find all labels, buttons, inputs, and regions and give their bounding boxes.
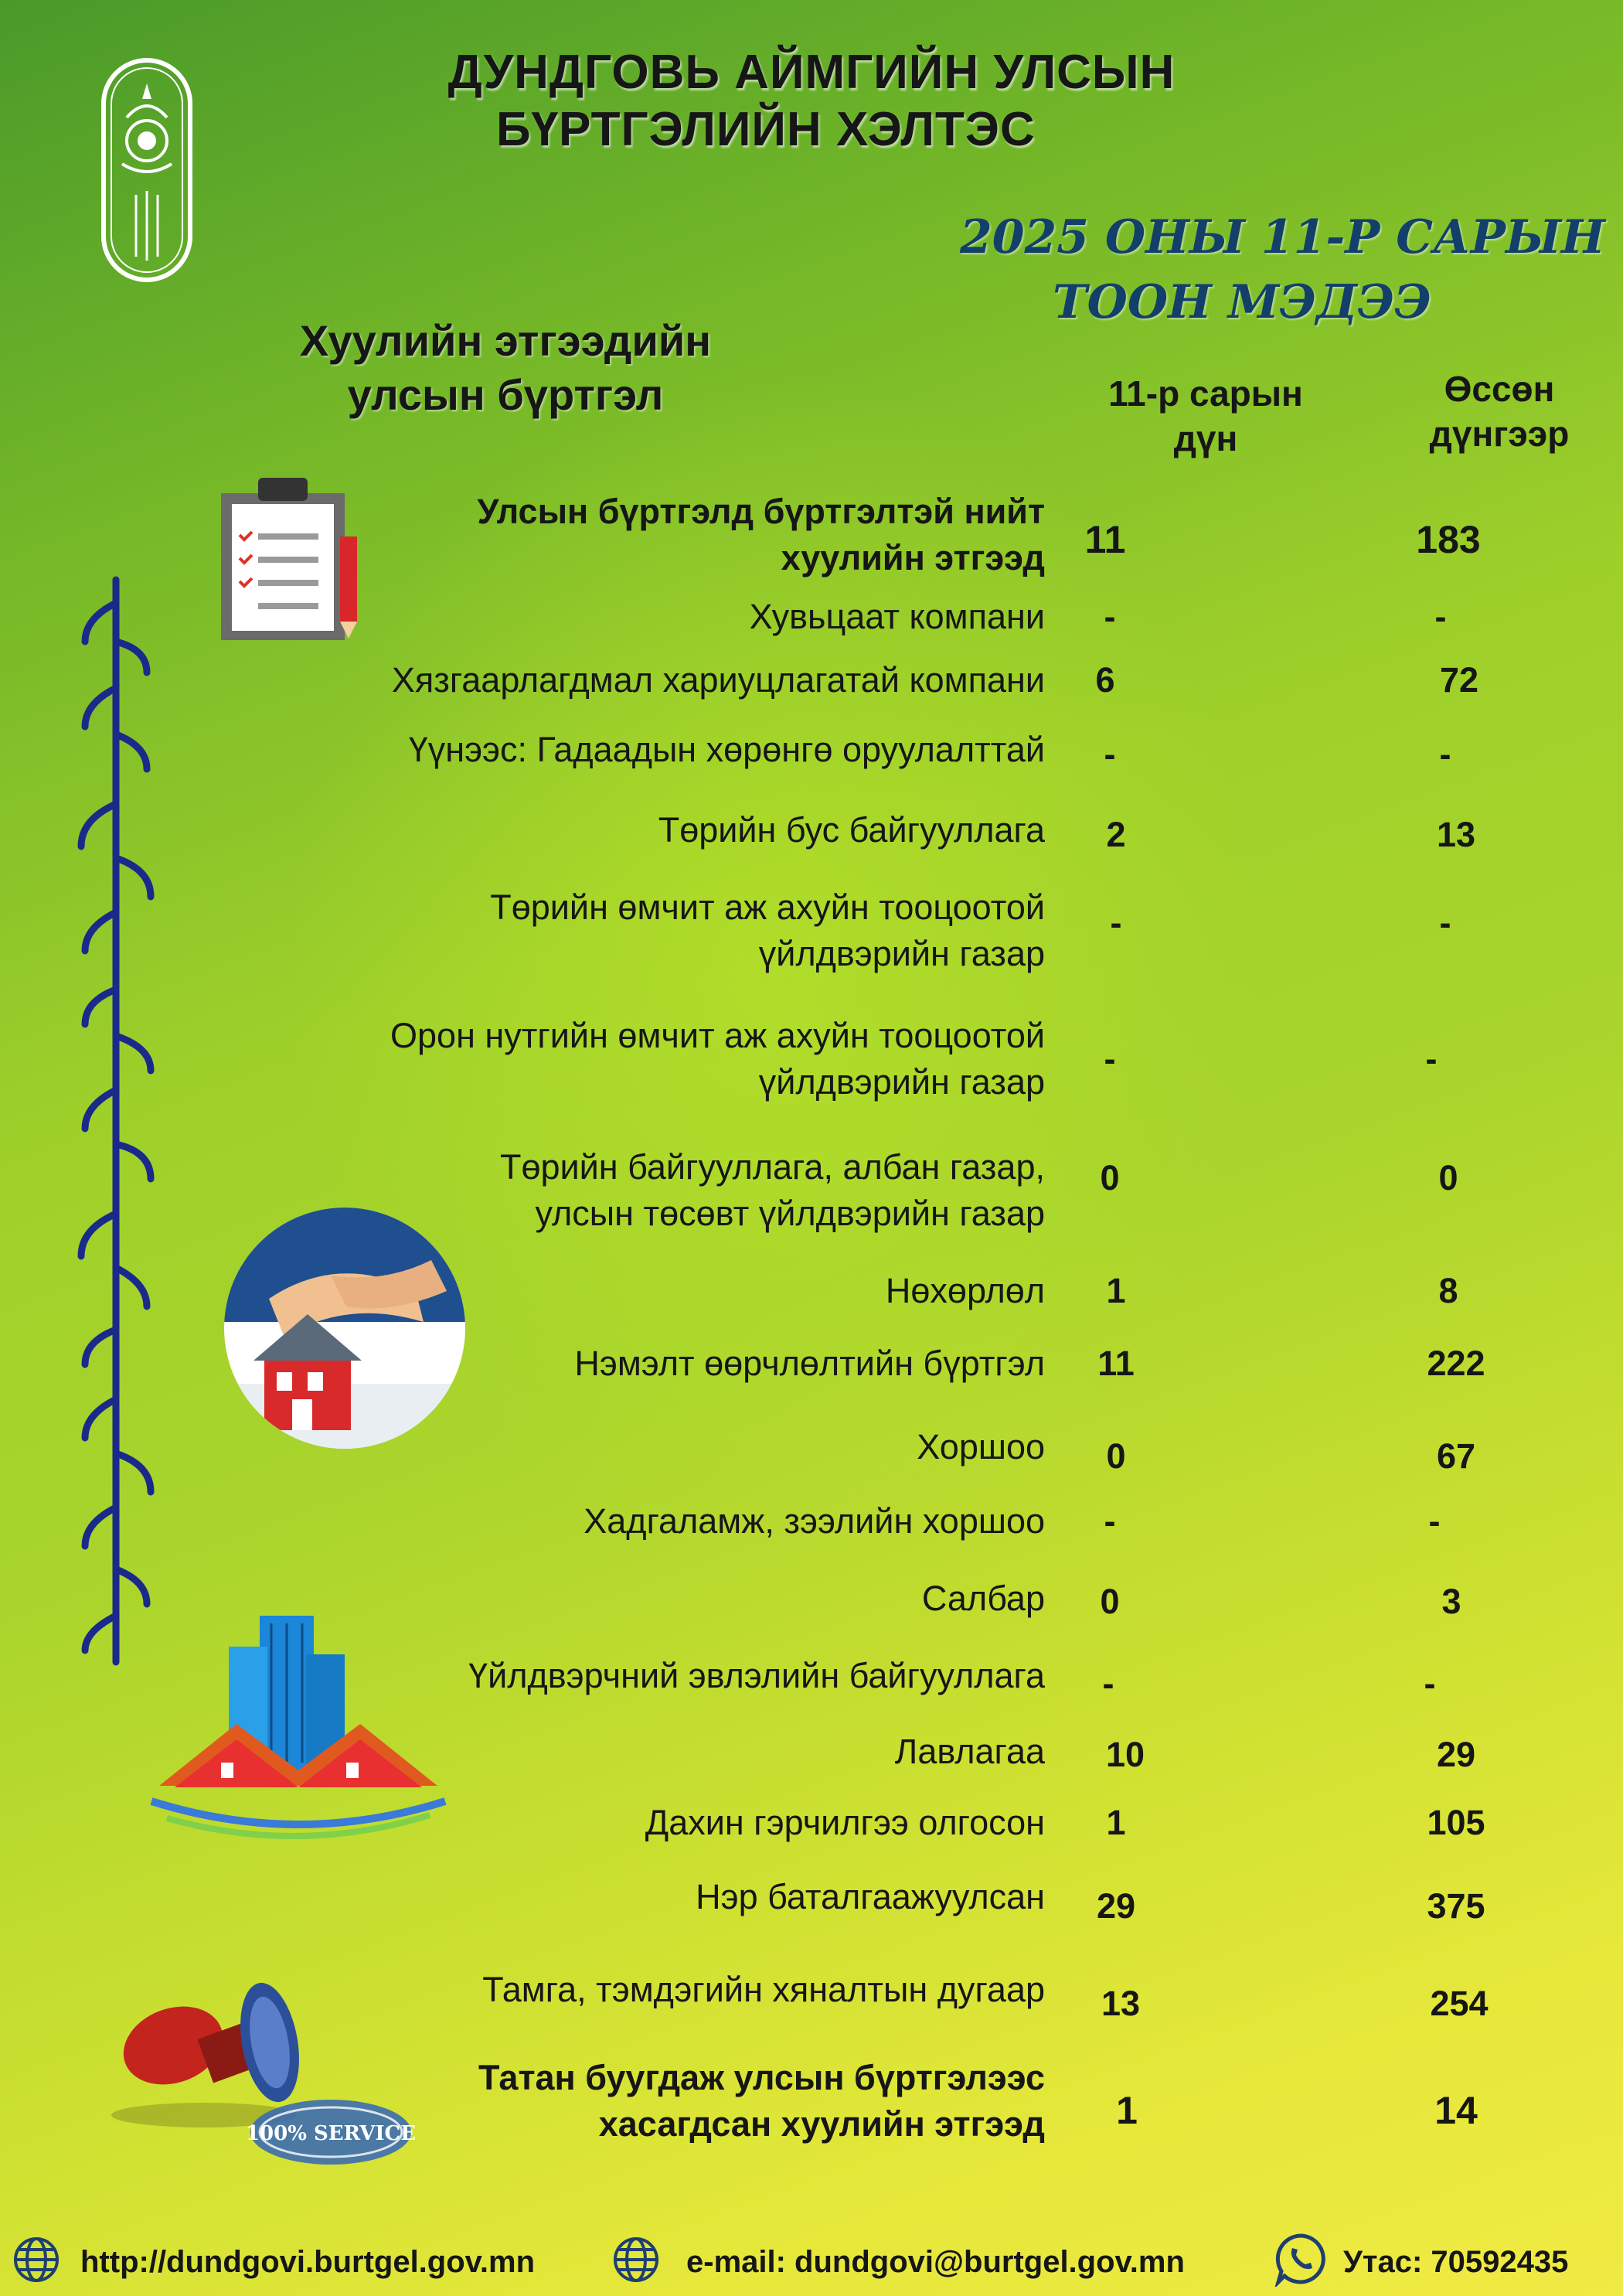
subtitle-line1: 2025 ОНЫ 11-Р САРЫН	[960, 210, 1605, 264]
row-label-line: Хадгаламж, зээлийн хоршоо	[584, 1501, 1045, 1541]
row-cumulative-value: 105	[1427, 1803, 1485, 1842]
row-cumulative-value: 14	[1434, 2089, 1478, 2132]
row-month-value: -	[1110, 903, 1122, 942]
row-month-value: 13	[1101, 1984, 1141, 2023]
row-label	[478, 2055, 1045, 2148]
row-cumulative-value: -	[1439, 903, 1451, 942]
row-label-line: Нөхөрлөл	[885, 1271, 1045, 1310]
row-label	[750, 594, 1045, 640]
row-label	[468, 1653, 1045, 1699]
footer-email-link[interactable]: e-mail: dundgovi@burtgel.gov.mn	[686, 2245, 1185, 2279]
row-cumulative-value: 13	[1436, 815, 1476, 854]
row-cumulative-value: 254	[1430, 1984, 1489, 2023]
row-month-value: 0	[1100, 1158, 1120, 1197]
subtitle-line2: ТООН МЭДЭЭ	[1053, 275, 1431, 329]
row-label-line: Нэр баталгаажуулсан	[696, 1877, 1045, 1916]
row-label-line: Үйлдвэрчний эвлэлийн байгууллага	[468, 1656, 1045, 1695]
row-cumulative-value: 183	[1416, 518, 1481, 561]
row-label-line: Төрийн өмчит аж ахуйн тооцоотой	[490, 887, 1045, 927]
row-label	[895, 1729, 1045, 1775]
row-cumulative-value: -	[1424, 1664, 1436, 1703]
row-cumulative-value: -	[1425, 1039, 1438, 1078]
row-label-line: үйлдвэрийн газар	[758, 934, 1045, 973]
row-label	[696, 1874, 1045, 1920]
whatsapp-icon	[1274, 2231, 1329, 2287]
row-label-line: Улсын бүртгэлд бүртгэлтэй нийт	[477, 492, 1045, 531]
row-label-line: Нэмэлт өөрчлөлтийн бүртгэл	[574, 1344, 1045, 1383]
row-month-value: 2	[1106, 815, 1126, 854]
row-month-value: 1	[1116, 2089, 1138, 2132]
section-title-line1: Хуулийн этгээдийн	[299, 316, 712, 365]
row-label	[390, 1013, 1045, 1105]
row-cumulative-value: 72	[1439, 660, 1479, 700]
row-month-value: -	[1104, 1039, 1116, 1078]
row-cumulative-value: 375	[1427, 1886, 1485, 1926]
row-label-line: Төрийн байгууллага, албан газар,	[499, 1147, 1045, 1187]
row-label-line: Лавлагаа	[894, 1732, 1045, 1771]
row-label	[574, 1340, 1045, 1387]
row-month-value: 1	[1106, 1271, 1126, 1310]
vertical-script-decoration	[31, 572, 185, 1670]
handshake-house-icon	[223, 1206, 467, 1450]
header-title-line1: ДУНДГОВЬ АЙМГИЙН УЛСЫН	[447, 46, 1176, 99]
row-label-line: Дахин гэрчилгээ олгосон	[645, 1803, 1045, 1842]
row-month-value: 1	[1106, 1803, 1126, 1842]
row-month-value: -	[1104, 1501, 1116, 1541]
row-label	[500, 1144, 1045, 1237]
row-label	[886, 1268, 1045, 1314]
footer-website-link[interactable]: http://dundgovi.burtgel.gov.mn	[80, 2245, 536, 2279]
service-badge-icon	[246, 2092, 416, 2169]
row-month-value: -	[1104, 597, 1116, 636]
row-label	[392, 657, 1045, 703]
emblem-logo	[99, 56, 195, 284]
row-month-value: 11	[1097, 1344, 1135, 1383]
row-label-line: Хязгаарлагдмал хариуцлагатай компани	[391, 660, 1045, 700]
row-label-line: Үүнээс: Гадаадын хөрөнгө оруулалттай	[408, 730, 1045, 769]
globe-icon	[12, 2236, 60, 2284]
row-month-value: 6	[1095, 660, 1115, 700]
row-cumulative-value: 0	[1438, 1158, 1458, 1197]
row-month-value: 29	[1096, 1886, 1136, 1926]
row-label-line: Салбар	[921, 1579, 1045, 1618]
section-title-line2: улсын бүртгэл	[347, 370, 664, 419]
row-month-value: 0	[1106, 1436, 1126, 1476]
row-month-value: -	[1102, 1664, 1114, 1703]
clipboard-icon	[218, 475, 365, 645]
row-month-value: 11	[1084, 518, 1126, 561]
service-badge-text: 100% SERVICE	[246, 2122, 416, 2145]
row-cumulative-value: 3	[1441, 1582, 1461, 1621]
globe-icon	[612, 2236, 660, 2284]
row-label	[490, 884, 1045, 977]
header-title-line2: БҮРТГЭЛИЙН ХЭЛТЭС	[496, 103, 1036, 156]
row-label-line: үйлдвэрийн газар	[758, 1062, 1045, 1102]
building-house-icon	[144, 1608, 450, 1840]
row-label	[482, 1967, 1045, 2013]
row-label-line: Хувьцаат компани	[749, 597, 1045, 636]
section-title	[189, 314, 822, 422]
row-month-value: -	[1104, 734, 1116, 774]
row-cumulative-value: 222	[1427, 1344, 1485, 1383]
row-month-value: 10	[1105, 1735, 1145, 1774]
footer-phone[interactable]: Утас: 70592435	[1343, 2245, 1569, 2279]
row-label-line: улсын төсөвт үйлдвэрийн газар	[535, 1194, 1045, 1233]
row-cumulative-value: 8	[1438, 1271, 1458, 1310]
row-label-line: Төрийн бус байгууллага	[658, 810, 1045, 850]
row-label	[584, 1498, 1045, 1545]
row-label	[409, 727, 1045, 773]
row-cumulative-value: -	[1439, 734, 1451, 774]
column-header-cumulative: Өссөн дүнгээр	[1429, 369, 1570, 454]
row-cumulative-value: -	[1434, 597, 1447, 636]
row-label-line: Татан буугдаж улсын бүртгэлээс	[478, 2058, 1045, 2097]
column-header-month: 11-р сарын дүн	[1108, 373, 1303, 458]
row-label-line: хуулийн этгээд	[781, 538, 1045, 577]
row-label	[645, 1800, 1045, 1846]
row-cumulative-value: -	[1428, 1501, 1441, 1541]
row-label	[658, 807, 1045, 853]
row-label	[477, 489, 1045, 581]
row-month-value: 0	[1100, 1582, 1120, 1621]
row-label-line: Хоршоо	[917, 1427, 1045, 1467]
row-cumulative-value: 67	[1436, 1436, 1476, 1476]
row-label-line: Орон нутгийн өмчит аж ахуйн тооцоотой	[390, 1016, 1045, 1055]
row-cumulative-value: 29	[1436, 1735, 1476, 1774]
row-label-line: хасагдсан хуулийн этгээд	[598, 2104, 1045, 2144]
row-label-line: Тамга, тэмдэгийн хяналтын дугаар	[482, 1970, 1045, 2009]
